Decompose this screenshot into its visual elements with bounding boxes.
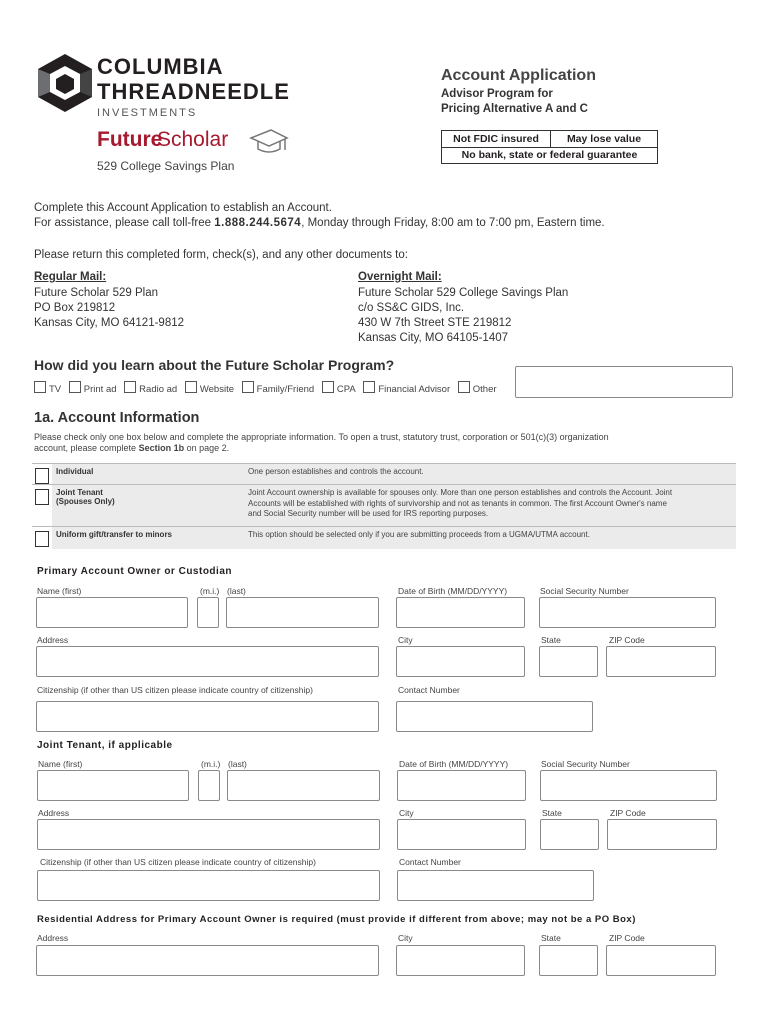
product-subtitle: 529 College Savings Plan [97, 159, 235, 173]
fdic-notice-box [441, 130, 658, 164]
form-subtitle-1: Advisor Program for [441, 88, 553, 100]
label-last: (last) [227, 586, 246, 596]
account-type-table [32, 463, 736, 549]
label-city: City [398, 933, 413, 943]
regular-mail-line: Future Scholar 529 Plan [34, 287, 159, 299]
logo-mark-icon [34, 52, 96, 114]
account-type-desc: Joint Account ownership is available for spouses only. More than one person establishes and controls the Account. Joint [248, 488, 673, 497]
joint-last-name-field[interactable] [227, 770, 380, 801]
primary-city-field[interactable] [396, 646, 525, 677]
joint-citizenship-field[interactable] [37, 870, 380, 901]
account-type-name: Uniform gift/transfer to minors [52, 527, 244, 549]
checkbox[interactable] [363, 381, 375, 393]
section-1a-title: 1a. Account Information [34, 410, 200, 426]
label-mi: (m.i.) [200, 586, 220, 596]
joint-zip-field[interactable] [607, 819, 717, 850]
residential-address-field[interactable] [36, 945, 379, 976]
option-cpa[interactable]: CPA [322, 384, 356, 395]
option-tv[interactable]: TV [34, 384, 61, 395]
account-type-joint-tenant [32, 485, 736, 527]
section-1a-instructions-2: account, please complete Section 1b on page 2. [34, 443, 230, 453]
product-name-bold: Future [97, 128, 163, 151]
individual-checkbox[interactable] [35, 468, 49, 484]
regular-mail-line: PO Box 219812 [34, 302, 116, 314]
no-bank-guarantee: No bank, state or federal guarantee [461, 149, 638, 161]
residential-zip-field[interactable] [606, 945, 716, 976]
label-address: Address [37, 933, 69, 943]
joint-first-name-field[interactable] [37, 770, 189, 801]
joint-dob-field[interactable] [397, 770, 526, 801]
primary-state-field[interactable] [539, 646, 598, 677]
columbia-threadneedle-logo [34, 52, 304, 124]
intro-line-2-suffix: , Monday through Friday, 8:00 am to 7:00 pm, Eastern time. [301, 217, 605, 229]
residential-city-field[interactable] [396, 945, 525, 976]
primary-zip-field[interactable] [606, 646, 716, 677]
form-subtitle-2: Pricing Alternative A and C [441, 103, 588, 115]
joint-tenant-title: Joint Tenant, if applicable [37, 740, 173, 751]
option-family-friend[interactable]: Family/Friend [242, 384, 315, 395]
primary-owner-title: Primary Account Owner or Custodian [37, 566, 232, 577]
label-citizenship: Citizenship (if other than US citizen please indicate country of citizenship) [37, 685, 313, 695]
label-dob: Date of Birth (MM/DD/YYYY) [399, 759, 509, 769]
overnight-mail-line: Future Scholar 529 College Savings Plan [358, 287, 569, 299]
intro-line-2 [34, 216, 605, 231]
label-contact: Contact Number [398, 685, 460, 695]
checkbox[interactable] [69, 381, 81, 393]
checkbox[interactable] [242, 381, 254, 393]
future-scholar-logo [97, 128, 297, 176]
learn-options [34, 381, 502, 395]
learn-title: How did you learn about the Future Scholar Program? [34, 357, 395, 373]
joint-mi-field[interactable] [198, 770, 220, 801]
residential-state-field[interactable] [539, 945, 598, 976]
other-specify-field[interactable] [515, 366, 733, 398]
checkbox[interactable] [124, 381, 136, 393]
regular-mail-title: Regular Mail: [34, 271, 107, 283]
label-state: State [542, 808, 562, 818]
joint-state-field[interactable] [540, 819, 599, 850]
account-type-individual [32, 464, 736, 485]
label-dob: Date of Birth (MM/DD/YYYY) [398, 586, 508, 596]
form-title: Account Application [441, 67, 596, 84]
label-zip: ZIP Code [610, 808, 646, 818]
label-state: State [541, 635, 561, 645]
brand-line-2: THREADNEEDLE [97, 79, 290, 104]
residential-title: Residential Address for Primary Account Owner is required (must provide if different from above; may not be a PO Box) [37, 914, 636, 925]
checkbox[interactable] [458, 381, 470, 393]
label-city: City [399, 808, 414, 818]
option-other[interactable]: Other [458, 384, 497, 395]
label-citizenship: Citizenship (if other than US citizen please indicate country of citizenship) [40, 857, 316, 867]
primary-first-name-field[interactable] [36, 597, 188, 628]
section-1a-instructions-1: Please check only one box below and complete the appropriate information. To open a trust, statutory trust, corporation or 501(c)(3) organization [34, 432, 609, 442]
overnight-mail-title: Overnight Mail: [358, 271, 442, 283]
label-address: Address [37, 635, 69, 645]
label-address: Address [38, 808, 70, 818]
intro-line-3: Please return this completed form, check(s), and any other documents to: [34, 249, 408, 261]
label-name-first: Name (first) [37, 586, 82, 596]
primary-address-field[interactable] [36, 646, 379, 677]
overnight-mail-line: Kansas City, MO 64105-1407 [358, 332, 509, 344]
overnight-mail-line: c/o SS&C GIDS, Inc. [358, 302, 465, 314]
intro-line-2-prefix: For assistance, please call toll-free [34, 217, 215, 229]
label-zip: ZIP Code [609, 933, 645, 943]
label-zip: ZIP Code [609, 635, 645, 645]
account-type-name-2: (Spouses Only) [56, 497, 115, 506]
account-type-desc: Accounts will be established with rights of survivorship and not as tenants in common. The first Account Owner's name [248, 498, 667, 508]
account-type-desc: and Social Security number will be used for IRS reporting purposes. [248, 509, 489, 518]
label-state: State [541, 933, 561, 943]
account-type-name: Joint Tenant [56, 488, 103, 497]
account-type-desc: This option should be selected only if you are submitting proceeds from a UGMA/UTMA account. [244, 527, 736, 549]
primary-citizenship-field[interactable] [36, 701, 379, 732]
may-lose-value: May lose value [551, 131, 657, 148]
primary-last-name-field[interactable] [226, 597, 379, 628]
brand-line-3: INVESTMENTS [97, 107, 198, 119]
label-mi: (m.i.) [201, 759, 221, 769]
option-print-ad[interactable]: Print ad [69, 384, 117, 395]
checkbox[interactable] [322, 381, 334, 393]
option-radio-ad[interactable]: Radio ad [124, 384, 177, 395]
joint-contact-field[interactable] [397, 870, 594, 901]
not-fdic-insured: Not FDIC insured [442, 131, 551, 148]
label-ssn: Social Security Number [540, 586, 629, 596]
phone-number: 1.888.244.5674 [214, 217, 302, 229]
option-financial-advisor[interactable]: Financial Advisor [363, 384, 450, 395]
primary-mi-field[interactable] [197, 597, 219, 628]
label-contact: Contact Number [399, 857, 461, 867]
account-type-desc: One person establishes and controls the account. [244, 464, 736, 485]
brand-line-1: COLUMBIA [97, 54, 224, 79]
section-1b-ref: Section 1b [138, 443, 185, 453]
ugma-utma-checkbox[interactable] [35, 531, 49, 547]
regular-mail-line: Kansas City, MO 64121-9812 [34, 317, 185, 329]
account-type-name: Individual [52, 464, 244, 485]
joint-tenant-checkbox[interactable] [35, 489, 49, 505]
intro-line-1: Complete this Account Application to establish an Account. [34, 202, 332, 214]
primary-dob-field[interactable] [396, 597, 525, 628]
primary-ssn-field[interactable] [539, 597, 716, 628]
account-type-ugma-utma [32, 527, 736, 549]
checkbox[interactable] [185, 381, 197, 393]
label-name-first: Name (first) [38, 759, 83, 769]
joint-address-field[interactable] [37, 819, 380, 850]
label-last: (last) [228, 759, 247, 769]
label-ssn: Social Security Number [541, 759, 630, 769]
joint-ssn-field[interactable] [540, 770, 717, 801]
checkbox[interactable] [34, 381, 46, 393]
option-website[interactable]: Website [185, 384, 234, 395]
label-city: City [398, 635, 413, 645]
primary-contact-field[interactable] [396, 701, 593, 732]
joint-city-field[interactable] [397, 819, 526, 850]
product-name-light: Scholar [157, 128, 229, 151]
graduation-cap-icon [249, 128, 289, 158]
overnight-mail-line: 430 W 7th Street STE 219812 [358, 317, 512, 329]
